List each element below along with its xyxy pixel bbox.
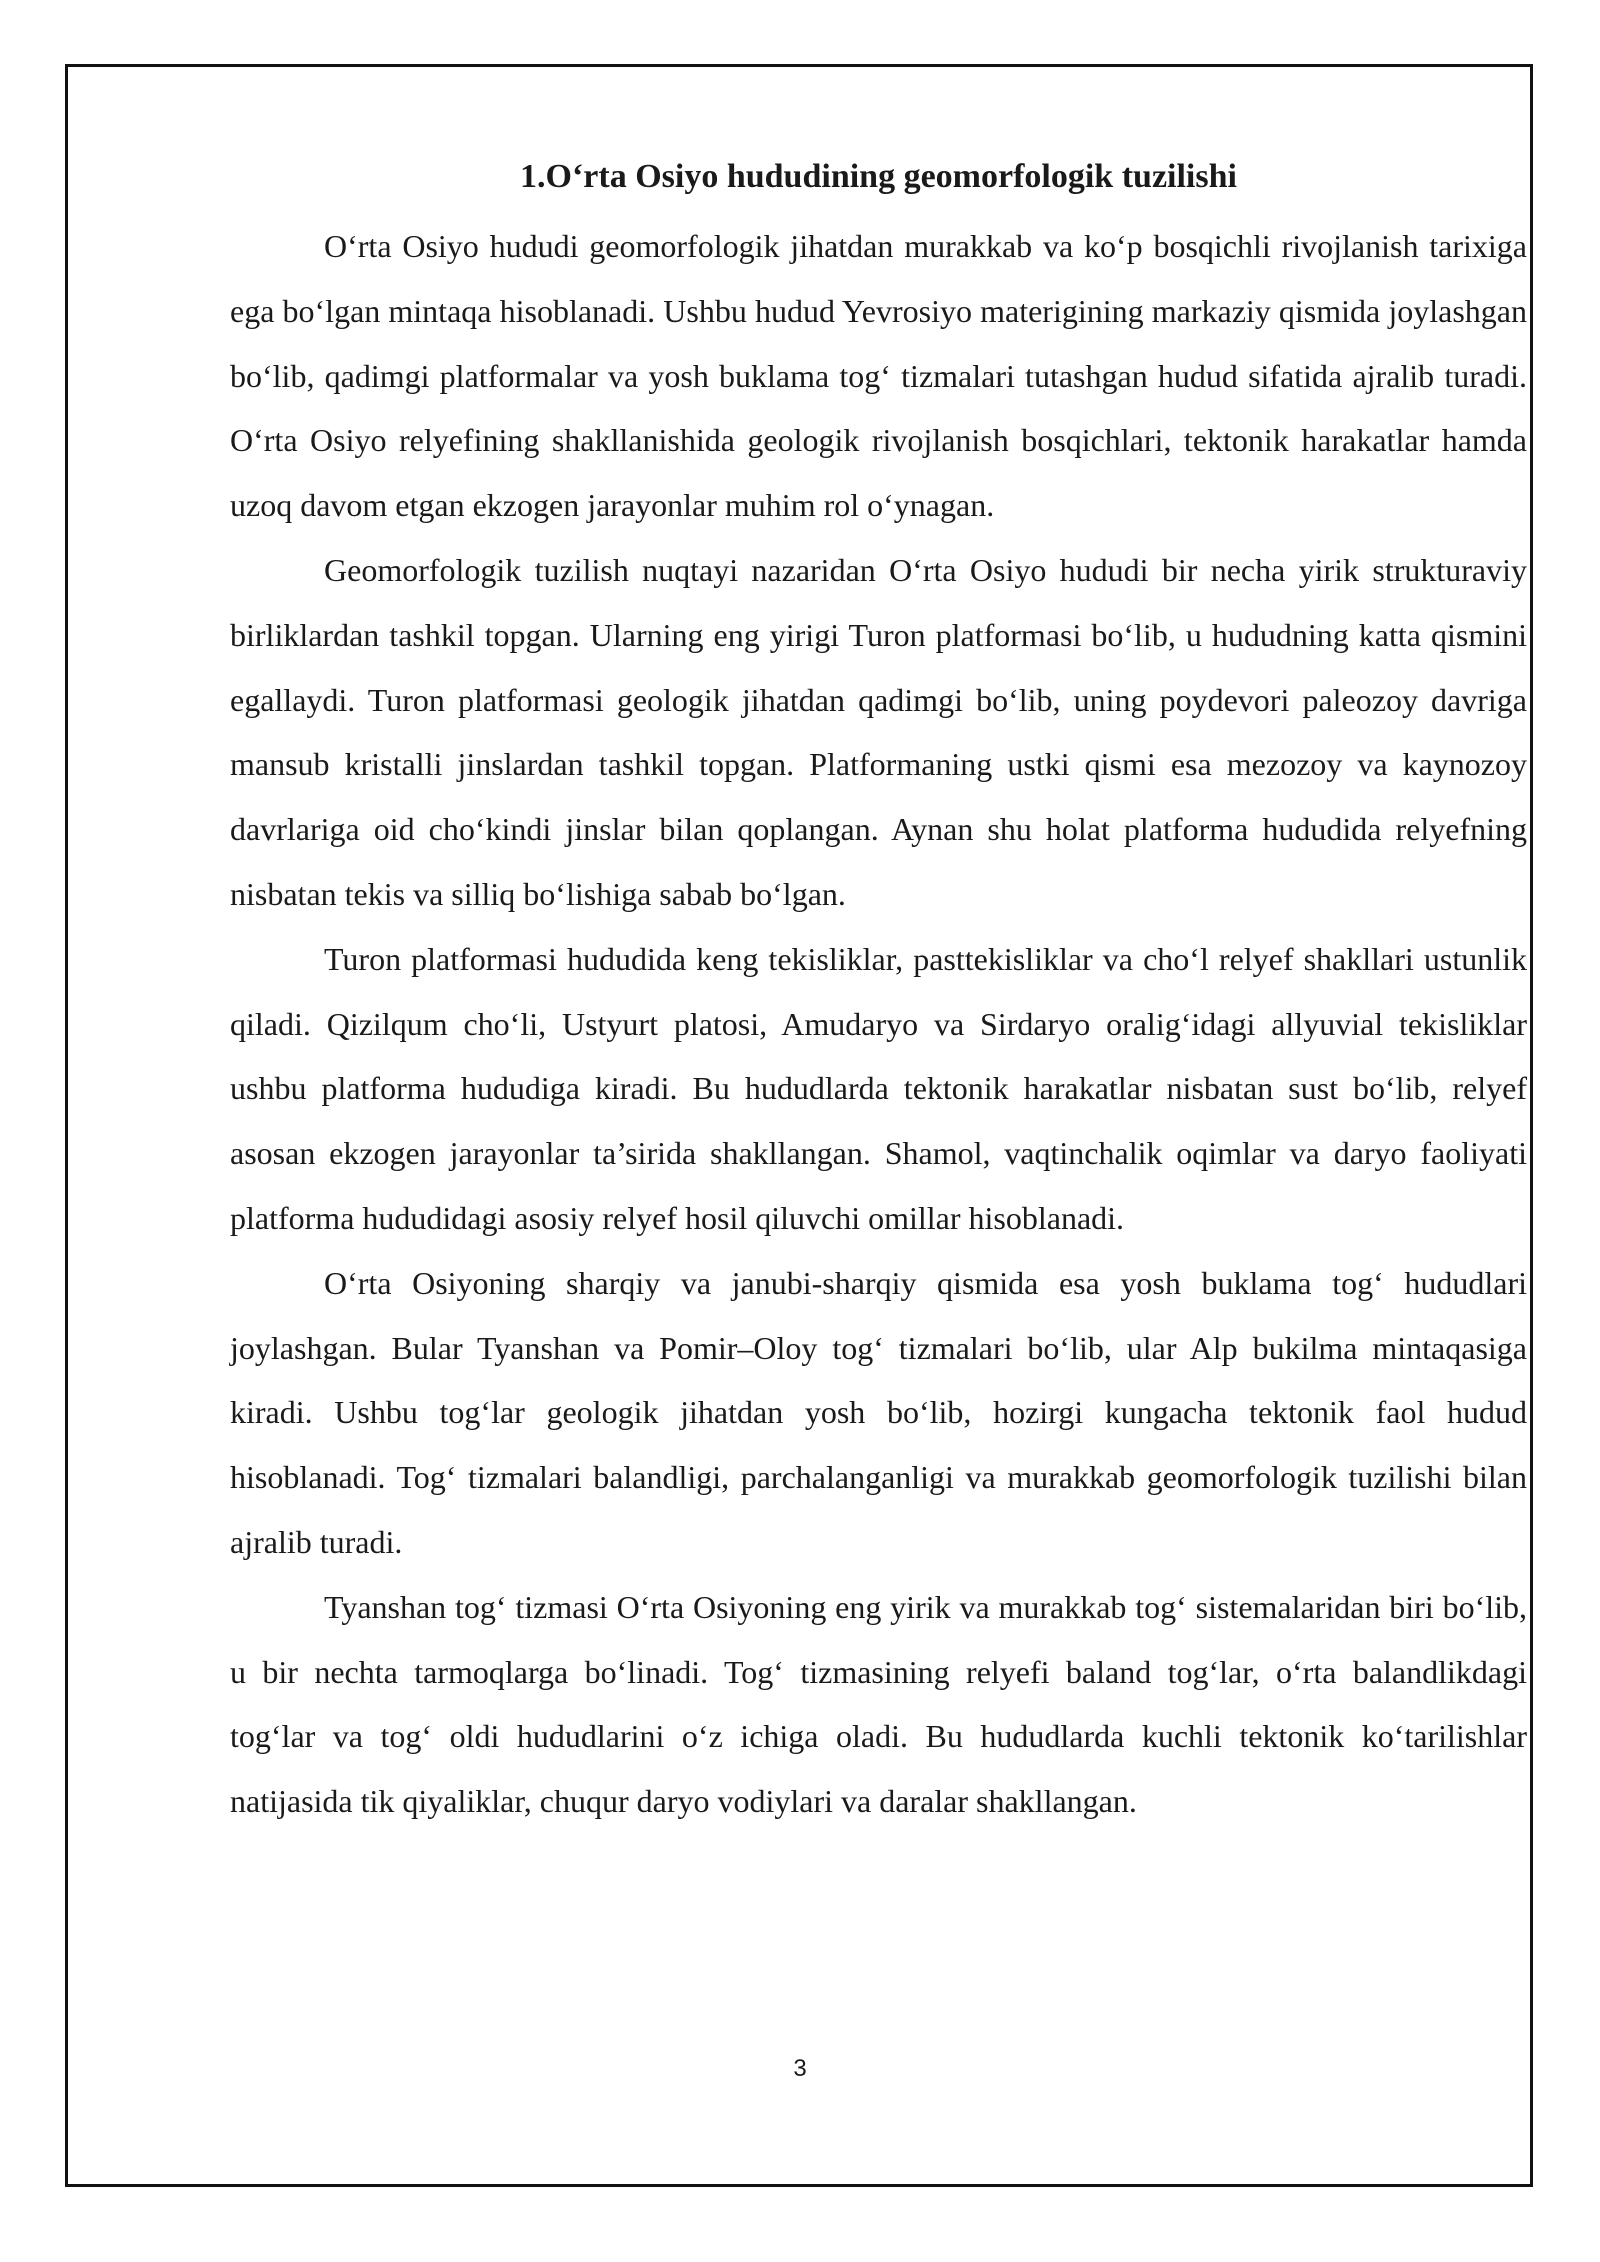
section-title: 1.O‘rta Osiyo hududining geomorfologik tuzilishi: [520, 158, 1237, 195]
paragraph-3: Turon platformasi hududida keng tekisliklar, pasttekisliklar va cho‘l relyef shakllari ustunlik qiladi. Qizilqum cho‘li, Ustyurt platosi, Amudaryo va Sirdaryo oralig‘idagi allyuvial tekisliklar ushbu platforma hududiga kiradi. Bu hududlarda tektonik harakatlar nisbatan sust bo‘lib, relyef asosan ekzogen jarayonlar ta’sirida shakllangan. Shamol, vaqtinchalik oqimlar va daryo faoliyati platforma hududidagi asosiy relyef hosil qiluvchi omillar hisoblanadi.: [230, 940, 1527, 1236]
document-body: [230, 152, 1527, 1834]
paragraph-5: Tyanshan tog‘ tizmasi O‘rta Osiyoning eng yirik va murakkab tog‘ sistemalaridan biri bo‘lib, u bir nechta tarmoqlarga bo‘linadi. Tog‘ tizmasining relyefi baland tog‘lar, o‘rta balandlikdagi tog‘lar va tog‘ oldi hududlarini o‘z ichiga oladi. Bu hududlarda kuchli tektonik ko‘tarilishlar natijasida tik qiyaliklar, chuqur daryo vodiylari va daralar shakllangan.: [230, 1588, 1527, 1820]
paragraph-2: Geomorfologik tuzilish nuqtayi nazaridan O‘rta Osiyo hududi bir necha yirik strukturaviy birliklardan tashkil topgan. Ularning eng yirigi Turon platformasi bo‘lib, u hududning katta qismini egallaydi. Turon platformasi geologik jihatdan qadimgi bo‘lib, uning poydevori paleozoy davriga mansub kristalli jinslardan tashkil topgan. Platformaning ustki qismi esa mezozoy va kaynozoy davrlariga oid cho‘kindi jinslar bilan qoplangan. Aynan shu holat platforma hududida relyefning nisbatan tekis va silliq bo‘lishiga sabab bo‘lgan.: [230, 551, 1527, 912]
paragraph-4: O‘rta Osiyoning sharqiy va janubi-sharqiy qismida esa yosh buklama tog‘ hududlari joylashgan. Bular Tyanshan va Pomir–Oloy tog‘ tizmalari bo‘lib, ular Alp bukilma mintaqasiga kiradi. Ushbu tog‘lar geologik jihatdan yosh bo‘lib, hozirgi kungacha tektonik faol hudud hisoblanadi. Tog‘ tizmalari balandligi, parchalanganligi va murakkab geomorfologik tuzilishi bilan ajralib turadi.: [230, 1264, 1527, 1560]
page-number: 3: [793, 2055, 807, 2082]
paragraph-1: O‘rta Osiyo hududi geomorfologik jihatdan murakkab va ko‘p bosqichli rivojlanish tarixiga ega bo‘lgan mintaqa hisoblanadi. Ushbu hudud Yevrosiyo materigining markaziy qismida joylashgan bo‘lib, qadimgi platformalar va yosh buklama tog‘ tizmalari tutashgan hudud sifatida ajralib turadi. O‘rta Osiyo relyefining shakllanishida geologik rivojlanish bosqichlari, tektonik harakatlar hamda uzoq davom etgan ekzogen jarayonlar muhim rol o‘ynagan.: [230, 228, 1527, 524]
